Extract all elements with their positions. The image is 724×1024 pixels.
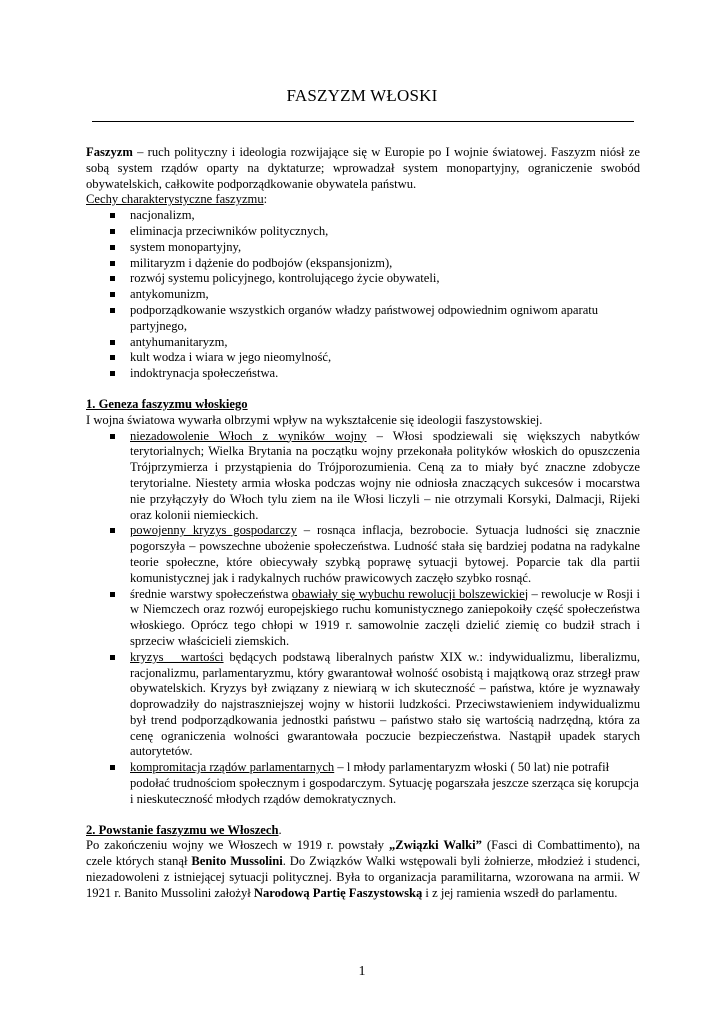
list-item: kompromitacja rządów parlamentarnych – l młody parlamentaryzm włoski ( 50 lat) nie potrafił podołać trudnościom społecznym i gospodarczym. Sytuację pogarszała jeszcze szerząca się korupcja i nieskuteczność młodych rządów demokratycznych. (130, 760, 639, 806)
list-item: nacjonalizm, (130, 208, 640, 224)
list-item: niezadowolenie Włoch z wyników wojny – Włosi spodziewali się większych nabytków terytorialnych; Wielka Brytania na początku wojny przekonała polityków włoskich do opuszczenia Trójprzymierza i przystąpienia do Trójporozumienia. Ceną za to miały być znaczne zdobycze terytorialne. Niestety armia włoska podczas wojny nie odniosła znaczących sukcesów i mocarstwa nie przyłączyły do Włoch tylu ziem na ile Włosi liczyli – nie otrzymali Korsyki, Dalmacji, Rijeki oraz kolonii niemieckich. (130, 428, 640, 522)
list-item: antyhumanitaryzm, (130, 335, 640, 351)
list-item: militaryzm i dążenie do podbojów (ekspansjonizm), (130, 256, 640, 272)
section-2-heading: 2. Powstanie faszyzmu we Włoszech. (86, 822, 282, 837)
page-number: 1 (358, 964, 366, 979)
list-item: eliminacja przeciwników politycznych, (130, 224, 640, 240)
section-1-lead: I wojna światowa wywarła olbrzymi wpływ na wykształcenie się ideologii faszystowskiej. (86, 412, 543, 427)
document-title: FASZYZM WŁOSKI (286, 86, 438, 105)
list-item: powojenny kryzys gospodarczy – rosnąca inflacja, bezrobocie. Sytuacja ludności się znacznie pogorszyła – powszechne ubożenie społeczeństwa. Ludność stała się bardziej podatna na radykalne teorie społeczne, które obiecywały szybką poprawę sytuacji bytowej. Poparcie tak dla partii komunistycznej jak i radykalnych ruchów prawicowych zaczęło szybko rosnąć. (130, 523, 641, 585)
features-heading: Cechy charakterystyczne faszyzmu (86, 192, 264, 207)
document-body (86, 145, 640, 902)
features-list (86, 208, 640, 382)
list-item: podporządkowanie wszystkich organów władzy państwowej odpowiednim ogniwom aparatu partyjnego, (130, 303, 640, 335)
section-2-paragraph: Po zakończeniu wojny we Włoszech w 1919 r. powstały „Związki Walki” (Fasci di Combattimento), na czele których stanął Benito Mussolini. Do Związków Walki wstępowali byli żołnierze, młodzież i studenci, niezadowoleni z istniejącej sytuacji politycznej. Była to organizacja paramilitarna, wzorowana na armii. W 1921 r. Banito Mussolini założył Narodową Partię Faszystowską i z jej ramienia wszedł do parlamentu. (86, 838, 640, 900)
list-item: system monopartyjny, (130, 240, 640, 256)
party-name: Narodową Partię Faszystowską (253, 885, 423, 900)
list-item: średnie warstwy społeczeństwa obawiały się wybuchu rewolucji bolszewickiej – rewolucje w Rosji i w Niemczech oraz rozwój europejskiego ruchu komunistycznego zaniepokoiły część społeczeństwa włoskiego. Oprócz tego chłopi w 1919 r. samowolnie zaczęli dzielić ziemię co budził strach i sprzeciw właścicieli ziemskich. (130, 586, 641, 648)
list-item: rozwój systemu policyjnego, kontrolującego życie obywateli, (130, 271, 640, 287)
features-heading-line: Cechy charakterystyczne faszyzmu: (86, 192, 268, 207)
fasci-term: „Związki Walki” (389, 838, 482, 853)
intro-paragraph (86, 145, 640, 192)
intro-term: Faszyzm (86, 145, 133, 159)
intro-definition: – ruch polityczny i ideologia rozwijające się w Europie po I wojnie światowej. Faszyzm niósł ze sobą system rządów oparty na dyktaturze; wprowadzał system monopartyjny, ograniczenie swobód obywatelskich, całkowite podporządkowanie obywatela państwu. (86, 145, 640, 191)
title-rule (92, 121, 634, 122)
list-item: indoktrynacja społeczeństwa. (130, 366, 640, 382)
section-1-heading: 1. Geneza faszyzmu włoskiego (86, 396, 248, 411)
causes-list (86, 429, 640, 808)
leader-name: Benito Mussolini (191, 854, 283, 869)
list-item: antykomunizm, (130, 287, 640, 303)
list-item: kryzys wartości będących podstawą liberalnych państw XIX w.: indywidualizmu, liberalizmu, racjonalizmu, parlamentaryzmu, który gwarantował wolność osobistą i majątkową oraz strzegł praw obywatelskich. Kryzys był związany z niewiarą w ich skuteczność – państwa, które je wyznawały doprowadziły do najstraszniejszej wojny w historii ludzkości. Przeciwstawieniem indywidualizmu był trend podporządkowania jednostki państwu – państwo stało się wartością nadrzędną, która za cenę ograniczenia wolności gwarantowała poczucie bezpieczeństwa. Nastąpił upadek starych autorytetów. (130, 649, 640, 759)
list-item: kult wodza i wiara w jego nieomylność, (130, 350, 640, 366)
